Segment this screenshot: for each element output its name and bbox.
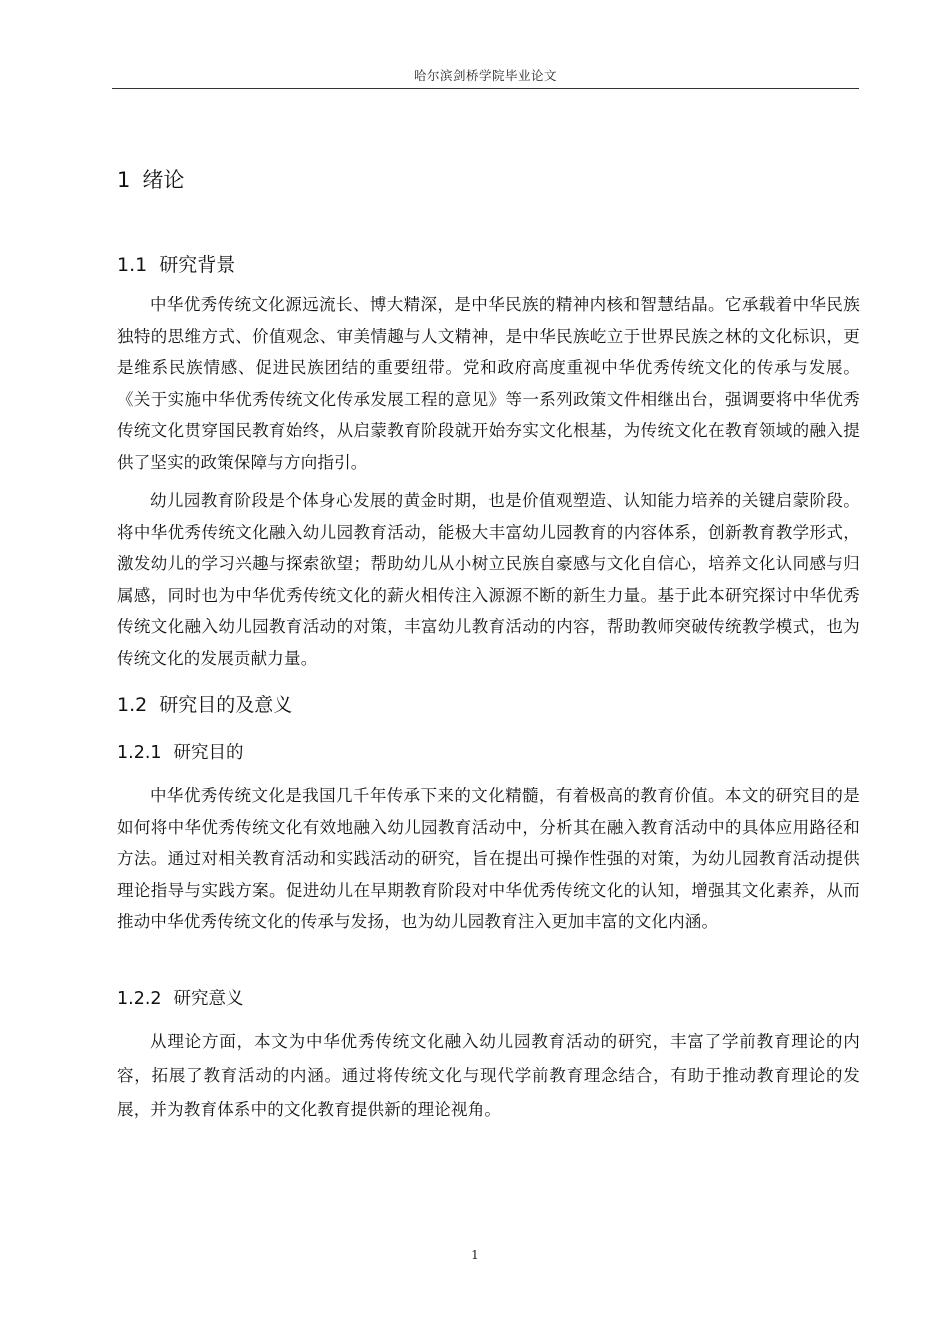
section-title: 研究目的及意义 — [159, 694, 293, 716]
paragraph-significance: 从理论方面，本文为中华优秀传统文化融入幼儿园教育活动的研究，丰富了学前教育理论的内容，拓展了教育活动的内涵。通过将传统文化与现代学前教育理念结合，有助于推动教育理论的发展，并为教育体系中的文化教育提供新的理论视角。 — [117, 1032, 860, 1119]
section-number: 1.2.1 — [117, 743, 162, 763]
header-divider — [112, 88, 859, 89]
section-number: 1.1 — [117, 254, 148, 276]
paragraph-purpose: 中华优秀传统文化是我国几千年传承下来的文化精髓，有着极高的教育价值。本文的研究目的是如何将中华优秀传统文化有效地融入幼儿园教育活动中，分析其在融入教育活动中的具体应用路径和方法。通过对相关教育活动和实践活动的研究，旨在提出可操作性强的对策，为幼儿园教育活动提供理论指导与实践方案。促进幼儿在早期教育阶段对中华优秀传统文化的认知，增强其文化素养，从而推动中华优秀传统文化的传承与发扬，也为幼儿园教育注入更加丰富的文化内涵。 — [117, 786, 860, 931]
section-title: 研究目的 — [173, 743, 244, 763]
page-number: 1 — [471, 1248, 479, 1262]
section-heading-1-2 — [117, 690, 292, 717]
chapter-heading — [117, 164, 184, 194]
section-heading-1-1 — [117, 250, 235, 277]
section-number: 1.2.2 — [117, 989, 162, 1009]
chapter-number: 1 — [117, 168, 131, 192]
section-number: 1.2 — [117, 694, 148, 716]
paragraph-background-2: 幼儿园教育阶段是个体身心发展的黄金时期，也是价值观塑造、认知能力培养的关键启蒙阶段。将中华优秀传统文化融入幼儿园教育活动，能极大丰富幼儿园教育的内容体系，创新教育教学形式，激发幼儿的学习兴趣与探索欲望；帮助幼儿从小树立民族自豪感与文化自信心，培养文化认同感与归属感，同时也为中华优秀传统文化的薪火相传注入源源不断的新生力量。基于此本研究探讨中华优秀传统文化融入幼儿园教育活动的对策，丰富幼儿教育活动的内容，帮助教师突破传统教学模式，也为传统文化的发展贡献力量。 — [117, 491, 860, 668]
section-title: 研究意义 — [173, 989, 244, 1009]
section-heading-1-2-2 — [117, 985, 244, 1010]
chapter-title: 绪论 — [142, 168, 185, 192]
section-heading-1-2-1 — [117, 739, 244, 764]
page-header: 哈尔滨剑桥学院毕业论文 — [413, 68, 557, 83]
section-title: 研究背景 — [159, 254, 236, 276]
paragraph-background-1: 中华优秀传统文化源远流长、博大精深，是中华民族的精神内核和智慧结晶。它承载着中华民族独特的思维方式、价值观念、审美情趣与人文精神，是中华民族屹立于世界民族之林的文化标识，更是维系民族情感、促进民族团结的重要纽带。党和政府高度重视中华优秀传统文化的传承与发展。《关于实施中华优秀传统文化传承发展工程的意见》等一系列政策文件相继出台，强调要将中华优秀传统文化贯穿国民教育始终，从启蒙教育阶段就开始夯实文化根基，为传统文化在教育领域的融入提供了坚实的政策保障与方向指引。 — [117, 295, 860, 472]
